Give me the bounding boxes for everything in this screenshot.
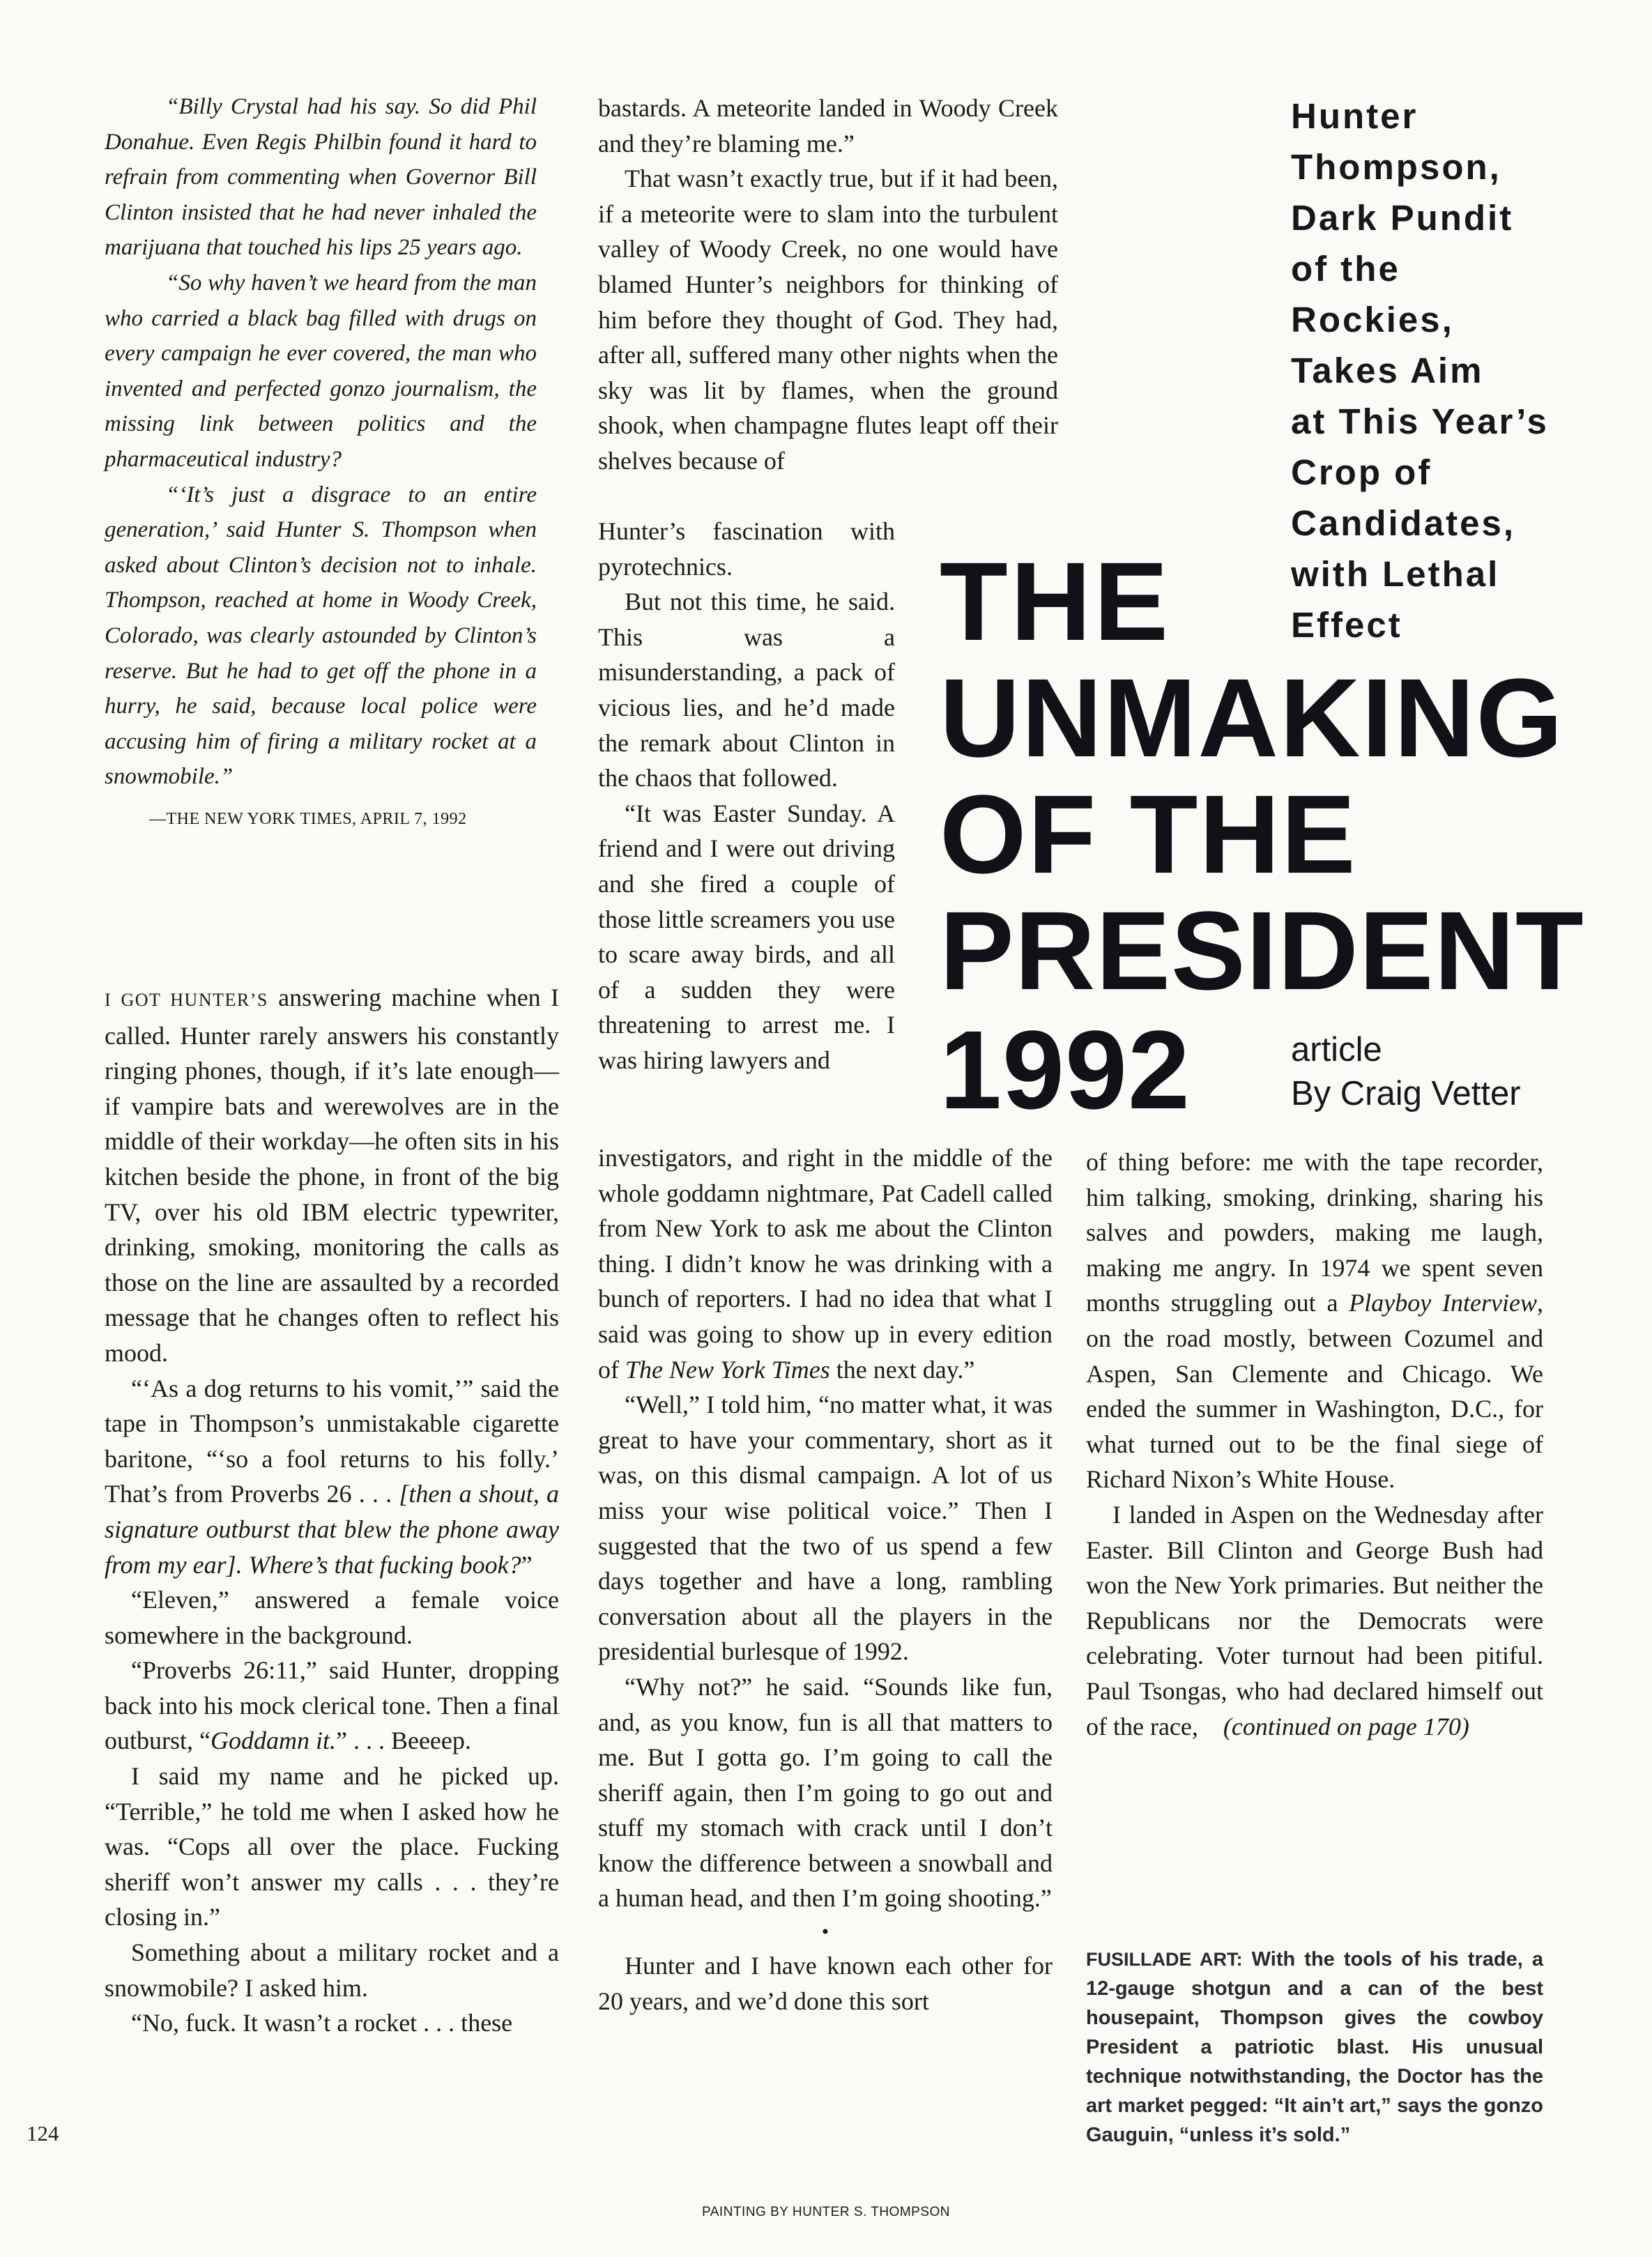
body-paragraph: I GOT HUNTER’S answering machine when I called. Hunter rarely answers his constantly ringing phones, though, if it’s late enough—if vampire bats and werewolves are in the middle of their workday—he often sits in his kitchen beside the phone, in front of the big TV, over his old IBM electric typewriter, drinking, smoking, monitoring the calls as those on the line are assaulted by a recorded message that he changes often to reflect his mood. xyxy=(105,984,559,1367)
body-paragraph: bastards. A meteorite landed in Woody Creek and they’re blaming me.” xyxy=(598,94,1058,158)
lead-in: I GOT HUNTER’S xyxy=(105,990,268,1010)
body-paragraph: That wasn’t exactly true, but if it had been, if a meteorite were to slam into the turbulent valley of Woody Creek, no one would have blamed Hunter’s neighbors for thinking of him before they thought of God. They had, after all, suffered many other nights when the sky was lit by flames, when the ground shook, when champagne flutes leapt off their shelves because of xyxy=(598,165,1058,475)
article-column-2-narrow xyxy=(598,514,895,1078)
caption-lead: FUSILLADE ART: xyxy=(1086,1949,1243,1970)
article-column-1 xyxy=(105,980,559,2041)
body-paragraph: But not this time, he said. This was a misunderstanding, a pack of vicious lies, and he’d made the remark about Clinton in the chaos that followed. xyxy=(598,588,895,793)
headline-line: 1992 xyxy=(940,1007,1191,1132)
body-paragraph: “It was Easter Sunday. A friend and I were out driving and she fired a couple of those little screamers you use to scare away birds, and all of a sudden they were threatening to arrest me. I was hiring lawyers and xyxy=(598,799,895,1074)
epigraph-paragraph: “So why haven’t we heard from the man who carried a black bag filled with drugs on every campaign he ever covered, the man who invented and perfected gonzo journalism, the missing link between politics and the pharmaceutical industry? xyxy=(105,270,537,472)
article-column-3 xyxy=(1086,1145,1543,1744)
body-paragraph: of thing before: me with the tape recorder, him talking, smoking, drinking, sharing his salves and powders, making me laugh, making me angry. In 1974 we spent seven months struggling out a Playboy Interview, on the road mostly, between Cozumel and Aspen, San Clemente and Chicago. We ended the summer in Washington, D.C., for what turned out to be the final siege of Richard Nixon’s White House. xyxy=(1086,1148,1543,1494)
body-paragraph: I said my name and he picked up. “Terrible,” he told me when I asked how he was. “Cops all over the place. Fucking sheriff won’t answer my calls . . . they’re closing in.” xyxy=(105,1762,559,1931)
headline-line: PRESIDENT xyxy=(940,888,1584,1013)
body-paragraph: “Well,” I told him, “no matter what, it was great to have your commentary, short as it was, on this dismal campaign. A lot of us miss your wise political voice.” Then I suggested that the two of us spend a few days together and have a long, rambling conversation about all the players in the presidential burlesque of 1992. xyxy=(598,1391,1053,1666)
art-caption: FUSILLADE ART: With the tools of his trade, a 12-gauge shotgun and a can of the best housepaint, Thompson gives the cowboy President a patriotic blast. His unusual technique notwithstanding, the Doctor has the art market pegged: “It ain’t art,” says the gonzo Gauguin, “unless it’s sold.” xyxy=(1086,1948,1544,2146)
body-paragraph: Something about a military rocket and a snowmobile? I asked him. xyxy=(105,1938,559,2002)
epigraph xyxy=(105,89,537,836)
page-number: 124 xyxy=(26,2121,59,2145)
body-paragraph: “Proverbs 26:11,” said Hunter, dropping back into his mock clerical tone. Then a final outburst, “Goddamn it.” . . . Beeeep. xyxy=(105,1656,559,1755)
epigraph-paragraph: “Billy Crystal had his say. So did Phil Donahue. Even Regis Philbin found it hard to refrain from commenting when Governor Bill Clinton insisted that he had never inhaled the marijuana that touched his lips 25 years ago. xyxy=(105,94,537,261)
headline-line: OF THE xyxy=(940,772,1357,896)
epigraph-paragraph: “‘It’s just a disgrace to an entire generation,’ said Hunter S. Thompson when asked about Clinton’s decision not to inhale. Thompson, reached at home in Woody Creek, Colorado, was clearly astounded by Clinton’s reserve. But he had to get off the phone in a hurry, he said, because local police were accusing him of firing a military rocket at a snowmobile.” xyxy=(105,482,537,790)
body-paragraph: investigators, and right in the middle of the whole goddamn nightmare, Pat Cadell called from New York to ask me about the Clinton thing. I didn’t know he was drinking with a bunch of reporters. I had no idea that what I said was going to show up in every edition of The New York Times the next day.” xyxy=(598,1144,1053,1384)
headline-line: UNMAKING xyxy=(940,655,1564,780)
body-paragraph: “No, fuck. It wasn’t a rocket . . . these xyxy=(131,2009,513,2037)
art-credit: PAINTING BY HUNTER S. THOMPSON xyxy=(702,2205,950,2219)
body-paragraph: “‘As a dog returns to his vomit,’” said the tape in Thompson’s unmistakable cigarette baritone, “‘so a fool returns to his folly.’ That’s from Proverbs 26 . . . [then a shout, a signature outburst that blew the phone away from my ear]. Where’s that fucking book?” xyxy=(105,1374,559,1579)
body-paragraph: Hunter and I have known each other for 20 years, and we’d done this sort xyxy=(598,1952,1053,2015)
body-paragraph: “Eleven,” answered a female voice somewhere in the background. xyxy=(105,1586,559,1649)
headline-line: THE xyxy=(940,539,1171,664)
section-bullet: • xyxy=(821,1920,829,1944)
continued-note: (continued on page 170) xyxy=(1223,1712,1469,1740)
epigraph-source: —THE NEW YORK TIMES, APRIL 7, 1992 xyxy=(149,809,467,828)
body-paragraph: I landed in Aspen on the Wednesday after Easter. Bill Clinton and George Bush had won the New York primaries. But neither the Republicans nor the Democrats were celebrating. Voter turnout had been pitiful. Paul Tsongas, who had declared himself out of the race, (continued on page 170) xyxy=(1086,1500,1543,1740)
article-column-2-top xyxy=(598,91,1058,479)
body-paragraph: “Why not?” he said. “Sounds like fun, and, as you know, fun is all that matters to me. But I gotta go. I’m going to call the sheriff again, then I’m going to go out and stuff my stomach with crack until I don’t know the difference between a snowball and a human head, and then I’m going shooting.” xyxy=(598,1672,1053,1913)
headline-deck: Hunter Thompson, Dark Pundit of the Rockies, Takes Aim at This Year’s Crop of Candidates, with Lethal Effect xyxy=(1291,96,1549,645)
body-paragraph: Hunter’s fascination with pyrotechnics. xyxy=(598,517,895,581)
article-column-2-bottom xyxy=(598,1140,1053,2019)
byline: article By Craig Vetter xyxy=(1291,1031,1521,1112)
